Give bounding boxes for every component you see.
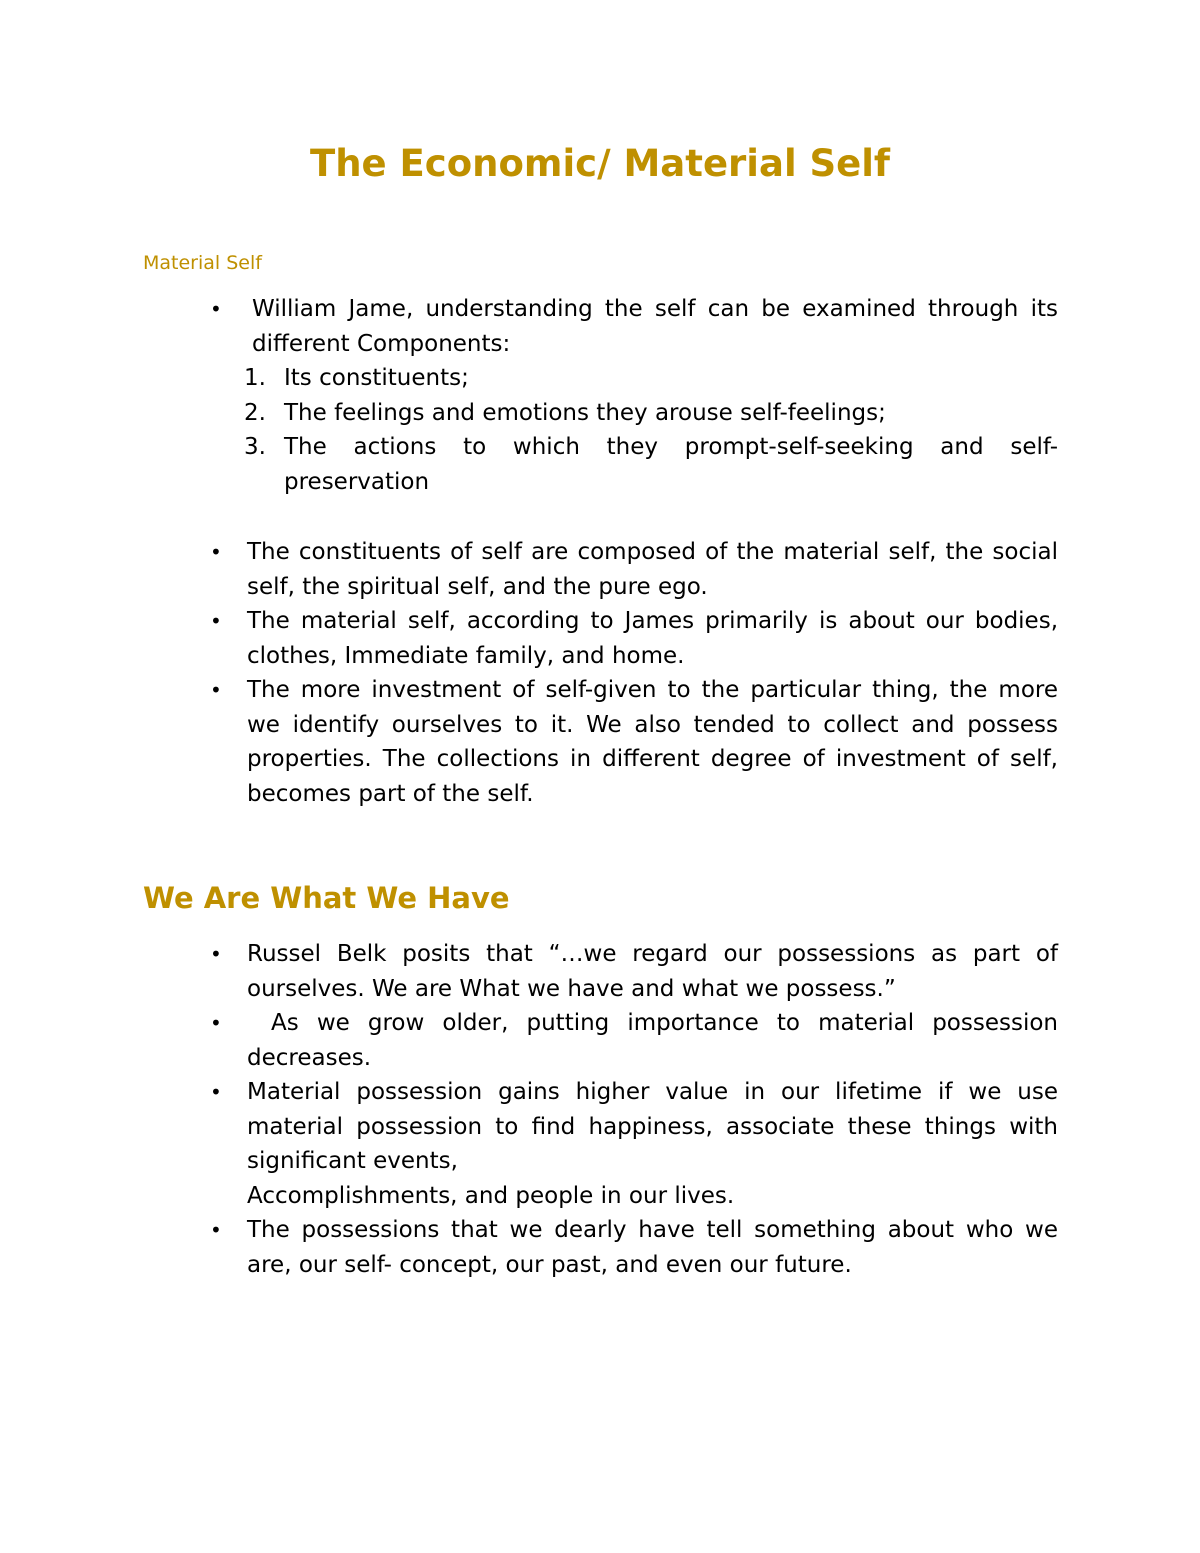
list-item-text: Accomplishments, and people in our lives. (247, 1182, 735, 1209)
list-item (208, 673, 1058, 811)
bullet-icon: • (210, 540, 222, 564)
page-title: The Economic/ Material Self (309, 142, 891, 185)
components-list (208, 292, 1058, 499)
bullet-icon: • (210, 1080, 222, 1104)
list-item-text: The possessions that we dearly have tell something about who we are, our self- concept, our past, and even our future. (247, 1217, 1058, 1278)
section-heading-material-self: Material Self (143, 252, 262, 274)
bullet-icon: • (210, 1011, 222, 1035)
list-item (208, 1075, 1058, 1179)
bullet-icon: • (210, 1218, 222, 1242)
list-item-text: The more investment of self-given to the particular thing, the more we identify ourselves to it. We also tended to collect and possess properties. The collections in different degree of investment of self, becomes part of the self. (247, 677, 1058, 807)
bullet-icon: • (210, 297, 222, 321)
numbered-item (208, 430, 1058, 499)
numbered-item-text: The actions to which they prompt-self-seeking and self-preservation (284, 434, 1058, 495)
list-item (208, 535, 1058, 604)
list-item (208, 1006, 1058, 1075)
list-item-text: The constituents of self are composed of the material self, the social self, the spiritual self, and the pure ego. (247, 539, 1058, 600)
numbered-item (208, 396, 1058, 431)
bullet-icon: • (210, 609, 222, 633)
list-item-text: As we grow older, putting importance to material possession decreases. (247, 1010, 1058, 1071)
list-item (208, 937, 1058, 1006)
list-item (208, 604, 1058, 673)
numbered-item-text: Its constituents; (284, 365, 469, 391)
list-item-text: William Jame, understanding the self can be examined through its different Components: (252, 296, 1058, 357)
bullet-icon: • (210, 942, 222, 966)
material-self-bullets (208, 535, 1058, 811)
list-item-text: Russel Belk posits that “…we regard our possessions as part of ourselves. We are What we have and what we possess.” (247, 941, 1058, 1002)
item-number: 1. (244, 365, 266, 391)
bullet-icon: • (210, 678, 222, 702)
item-number: 2. (244, 399, 266, 426)
list-item (208, 292, 1058, 361)
possessions-bullets (208, 937, 1058, 1282)
item-number: 3. (244, 434, 266, 460)
numbered-item-text: The feelings and emotions they arouse self-feelings; (284, 399, 886, 426)
list-item-text: Material possession gains higher value in our lifetime if we use material possession to find happiness, associate these things with significant events, (247, 1079, 1058, 1174)
list-item-text: The material self, according to James primarily is about our bodies, clothes, Immediate family, and home. (247, 608, 1058, 669)
section-heading-we-are-what-we-have: We Are What We Have (143, 881, 510, 915)
numbered-item (208, 361, 1058, 396)
list-item-continuation (208, 1179, 1058, 1214)
list-item (208, 1213, 1058, 1282)
